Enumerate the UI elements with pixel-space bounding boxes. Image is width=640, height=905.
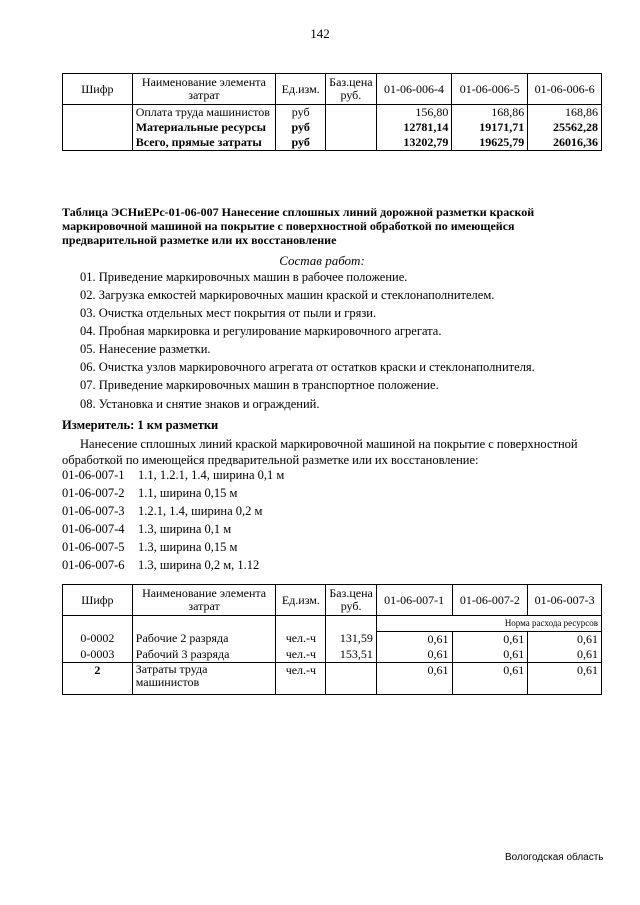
table-row <box>63 105 602 121</box>
header-name: Наименование элемента затрат <box>132 585 276 616</box>
cell-value: 0,61 <box>528 647 602 663</box>
cell-price <box>326 135 376 151</box>
cell-value: 19171,71 <box>452 120 528 135</box>
cell-value: 0,61 <box>528 662 602 694</box>
cell-value: 25562,28 <box>528 120 602 135</box>
norma-label: Норма расхода ресурсов <box>376 616 601 632</box>
operation-item: 04. Пробная маркировка и регулирование маркировочного агрегата. <box>80 324 442 338</box>
header-code: Шифр <box>63 585 133 616</box>
table-row <box>63 631 602 647</box>
norma-row <box>63 616 602 632</box>
code-number: 01-06-007-6 <box>62 558 125 572</box>
cell-name: Оплата труда машинистов <box>132 105 276 121</box>
cell-value: 0,61 <box>376 662 452 694</box>
cell-name: Всего, прямые затраты <box>132 135 276 151</box>
table-header-row <box>63 74 602 105</box>
code-number: 01-06-007-4 <box>62 522 125 536</box>
description: Нанесение сплошных линий краской маркировочной машиной на покрытие с поверхностной обработкой по имеющейся предварительной разметке или их восстановление: <box>62 437 578 467</box>
header-col-1: 01-06-006-4 <box>376 74 452 105</box>
code-item <box>62 522 231 537</box>
region-footer: Вологодская область <box>505 852 604 863</box>
code-item <box>62 504 262 519</box>
cell-value: 0,61 <box>452 647 528 663</box>
operation-item: 03. Очистка отдельных мест покрытия от пыли и грязи. <box>80 306 377 320</box>
header-code: Шифр <box>63 74 133 105</box>
cell-price: 131,59 <box>326 631 376 647</box>
header-col-2: 01-06-007-2 <box>452 585 528 616</box>
resource-table-007 <box>62 584 602 695</box>
header-name: Наименование элемента затрат <box>132 74 276 105</box>
code-number: 01-06-007-3 <box>62 504 125 518</box>
code-text: 1.3, ширина 0,15 м <box>138 540 238 554</box>
cell-unit: руб <box>276 120 326 135</box>
cell-value: 12781,14 <box>376 120 452 135</box>
cell-price <box>326 120 376 135</box>
code-text: 1.1, ширина 0,15 м <box>138 486 238 500</box>
cell-code: 2 <box>63 662 133 694</box>
header-unit: Ед.изм. <box>276 74 326 105</box>
cell-value: 0,61 <box>376 631 452 647</box>
cell-unit: чел.-ч <box>276 662 326 694</box>
cell-code <box>63 120 133 135</box>
header-unit: Ед.изм. <box>276 585 326 616</box>
cell-name: Материальные ресурсы <box>132 120 276 135</box>
code-item <box>62 468 284 483</box>
cell-unit: чел.-ч <box>276 631 326 647</box>
page-number: 142 <box>310 26 330 41</box>
cell-name: Рабочие 2 разряда <box>132 631 276 647</box>
code-number: 01-06-007-2 <box>62 486 125 500</box>
code-item <box>62 540 237 555</box>
cell-empty <box>132 616 276 632</box>
cell-empty <box>326 616 376 632</box>
cell-value: 156,80 <box>376 105 452 121</box>
header-col-3: 01-06-006-6 <box>528 74 602 105</box>
table-title: Таблица ЭСНиЕРс-01-06-007 Нанесение сплошных линий дорожной разметки краской маркировочной машиной на покрытие с поверхностной обработкой по имеющейся предварительной разметке или их восстановление <box>62 205 535 247</box>
section-heading: Состав работ: <box>279 253 365 268</box>
cell-value: 0,61 <box>376 647 452 663</box>
cell-name: Затраты труда машинистов <box>132 662 276 694</box>
cell-value: 13202,79 <box>376 135 452 151</box>
cell-value: 168,86 <box>452 105 528 121</box>
header-col-3: 01-06-007-3 <box>528 585 602 616</box>
cell-unit: руб <box>276 135 326 151</box>
code-text: 1.2.1, 1.4, ширина 0,2 м <box>138 504 263 518</box>
header-col-1: 01-06-007-1 <box>376 585 452 616</box>
cell-empty <box>63 616 133 632</box>
operation-item: 06. Очистка узлов маркировочного агрегата от остатков краски и стеклонаполнителя. <box>80 360 535 374</box>
operation-item: 05. Нанесение разметки. <box>80 342 211 356</box>
cell-value: 26016,36 <box>528 135 602 151</box>
cell-name: Рабочий 3 разряда <box>132 647 276 663</box>
code-text: 1.1, 1.2.1, 1.4, ширина 0,1 м <box>138 468 285 482</box>
cell-code: 0-0003 <box>63 647 133 663</box>
cell-value: 0,61 <box>452 662 528 694</box>
cell-price <box>326 105 376 121</box>
operation-item: 08. Установка и снятие знаков и ограждений. <box>80 397 320 411</box>
cell-value: 168,86 <box>528 105 602 121</box>
cell-unit: руб <box>276 105 326 121</box>
operation-item: 02. Загрузка емкостей маркировочных машин краской и стеклонаполнителем. <box>80 288 495 302</box>
code-text: 1.3, ширина 0,1 м <box>138 522 232 536</box>
table-row <box>63 120 602 135</box>
cost-table-006 <box>62 73 602 151</box>
cell-code <box>63 105 133 121</box>
cell-unit: чел.-ч <box>276 647 326 663</box>
table-row <box>63 647 602 663</box>
code-number: 01-06-007-5 <box>62 540 125 554</box>
header-price: Баз.цена руб. <box>326 585 376 616</box>
table-row <box>63 135 602 151</box>
code-item <box>62 486 237 501</box>
header-col-2: 01-06-006-5 <box>452 74 528 105</box>
cell-code: 0-0002 <box>63 631 133 647</box>
table-row <box>63 662 602 694</box>
code-item <box>62 558 259 573</box>
cell-code <box>63 135 133 151</box>
cell-empty <box>276 616 326 632</box>
cell-price <box>326 662 376 694</box>
operation-item: 01. Приведение маркировочных машин в рабочее положение. <box>80 270 408 284</box>
operation-item: 07. Приведение маркировочных машин в транспортное положение. <box>80 378 439 392</box>
code-text: 1.3, ширина 0,2 м, 1.12 <box>138 558 260 572</box>
cell-price: 153,51 <box>326 647 376 663</box>
code-number: 01-06-007-1 <box>62 468 125 482</box>
table-header-row <box>63 585 602 616</box>
measure-unit: Измеритель: 1 км разметки <box>62 418 219 432</box>
cell-value: 0,61 <box>452 631 528 647</box>
cell-value: 0,61 <box>528 631 602 647</box>
header-price: Баз.цена руб. <box>326 74 376 105</box>
cell-value: 19625,79 <box>452 135 528 151</box>
